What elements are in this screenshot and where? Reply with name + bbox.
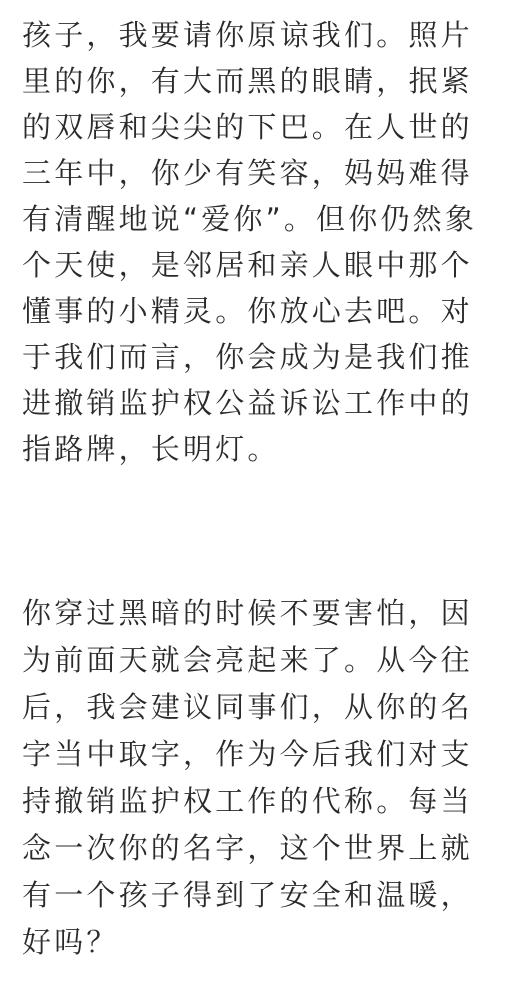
paragraph-line: 于我们而言，你会成为是我们推 — [22, 340, 473, 374]
paragraph-line: 的双唇和尖尖的下巴。在人世的 — [22, 110, 473, 144]
paragraph-line: 有一个孩子得到了安全和温暖， — [22, 878, 473, 912]
paragraph-line: 有清醒地说“爱你”。但你仍然象 — [22, 202, 478, 236]
paragraph-line: 持撤销监护权工作的代称。每当 — [22, 784, 473, 818]
paragraph-line: 进撤销监护权公益诉讼工作中的 — [22, 386, 473, 420]
paragraph-line: 懂事的小精灵。你放心去吧。对 — [22, 294, 473, 328]
paragraph-line: 念一次你的名字，这个世界上就 — [22, 831, 473, 865]
paragraph-line: 后，我会建议同事们，从你的名 — [22, 690, 473, 724]
paragraph-line: 你穿过黑暗的时候不要害怕，因 — [22, 596, 473, 630]
paragraph-line: 为前面天就会亮起来了。从今往 — [22, 643, 473, 677]
paragraph-line: 里的你，有大而黑的眼睛，抿紧 — [22, 64, 473, 98]
paragraph-line: 指路牌，长明灯。 — [22, 432, 280, 466]
paragraph-line: 孩子，我要请你原谅我们。照片 — [22, 18, 473, 52]
paragraph-line: 三年中，你少有笑容，妈妈难得 — [22, 156, 473, 190]
paragraph-line: 好吗？ — [22, 925, 119, 959]
paragraph-line: 个天使，是邻居和亲人眼中那个 — [22, 248, 473, 282]
paragraph-line: 字当中取字，作为今后我们对支 — [22, 737, 473, 771]
